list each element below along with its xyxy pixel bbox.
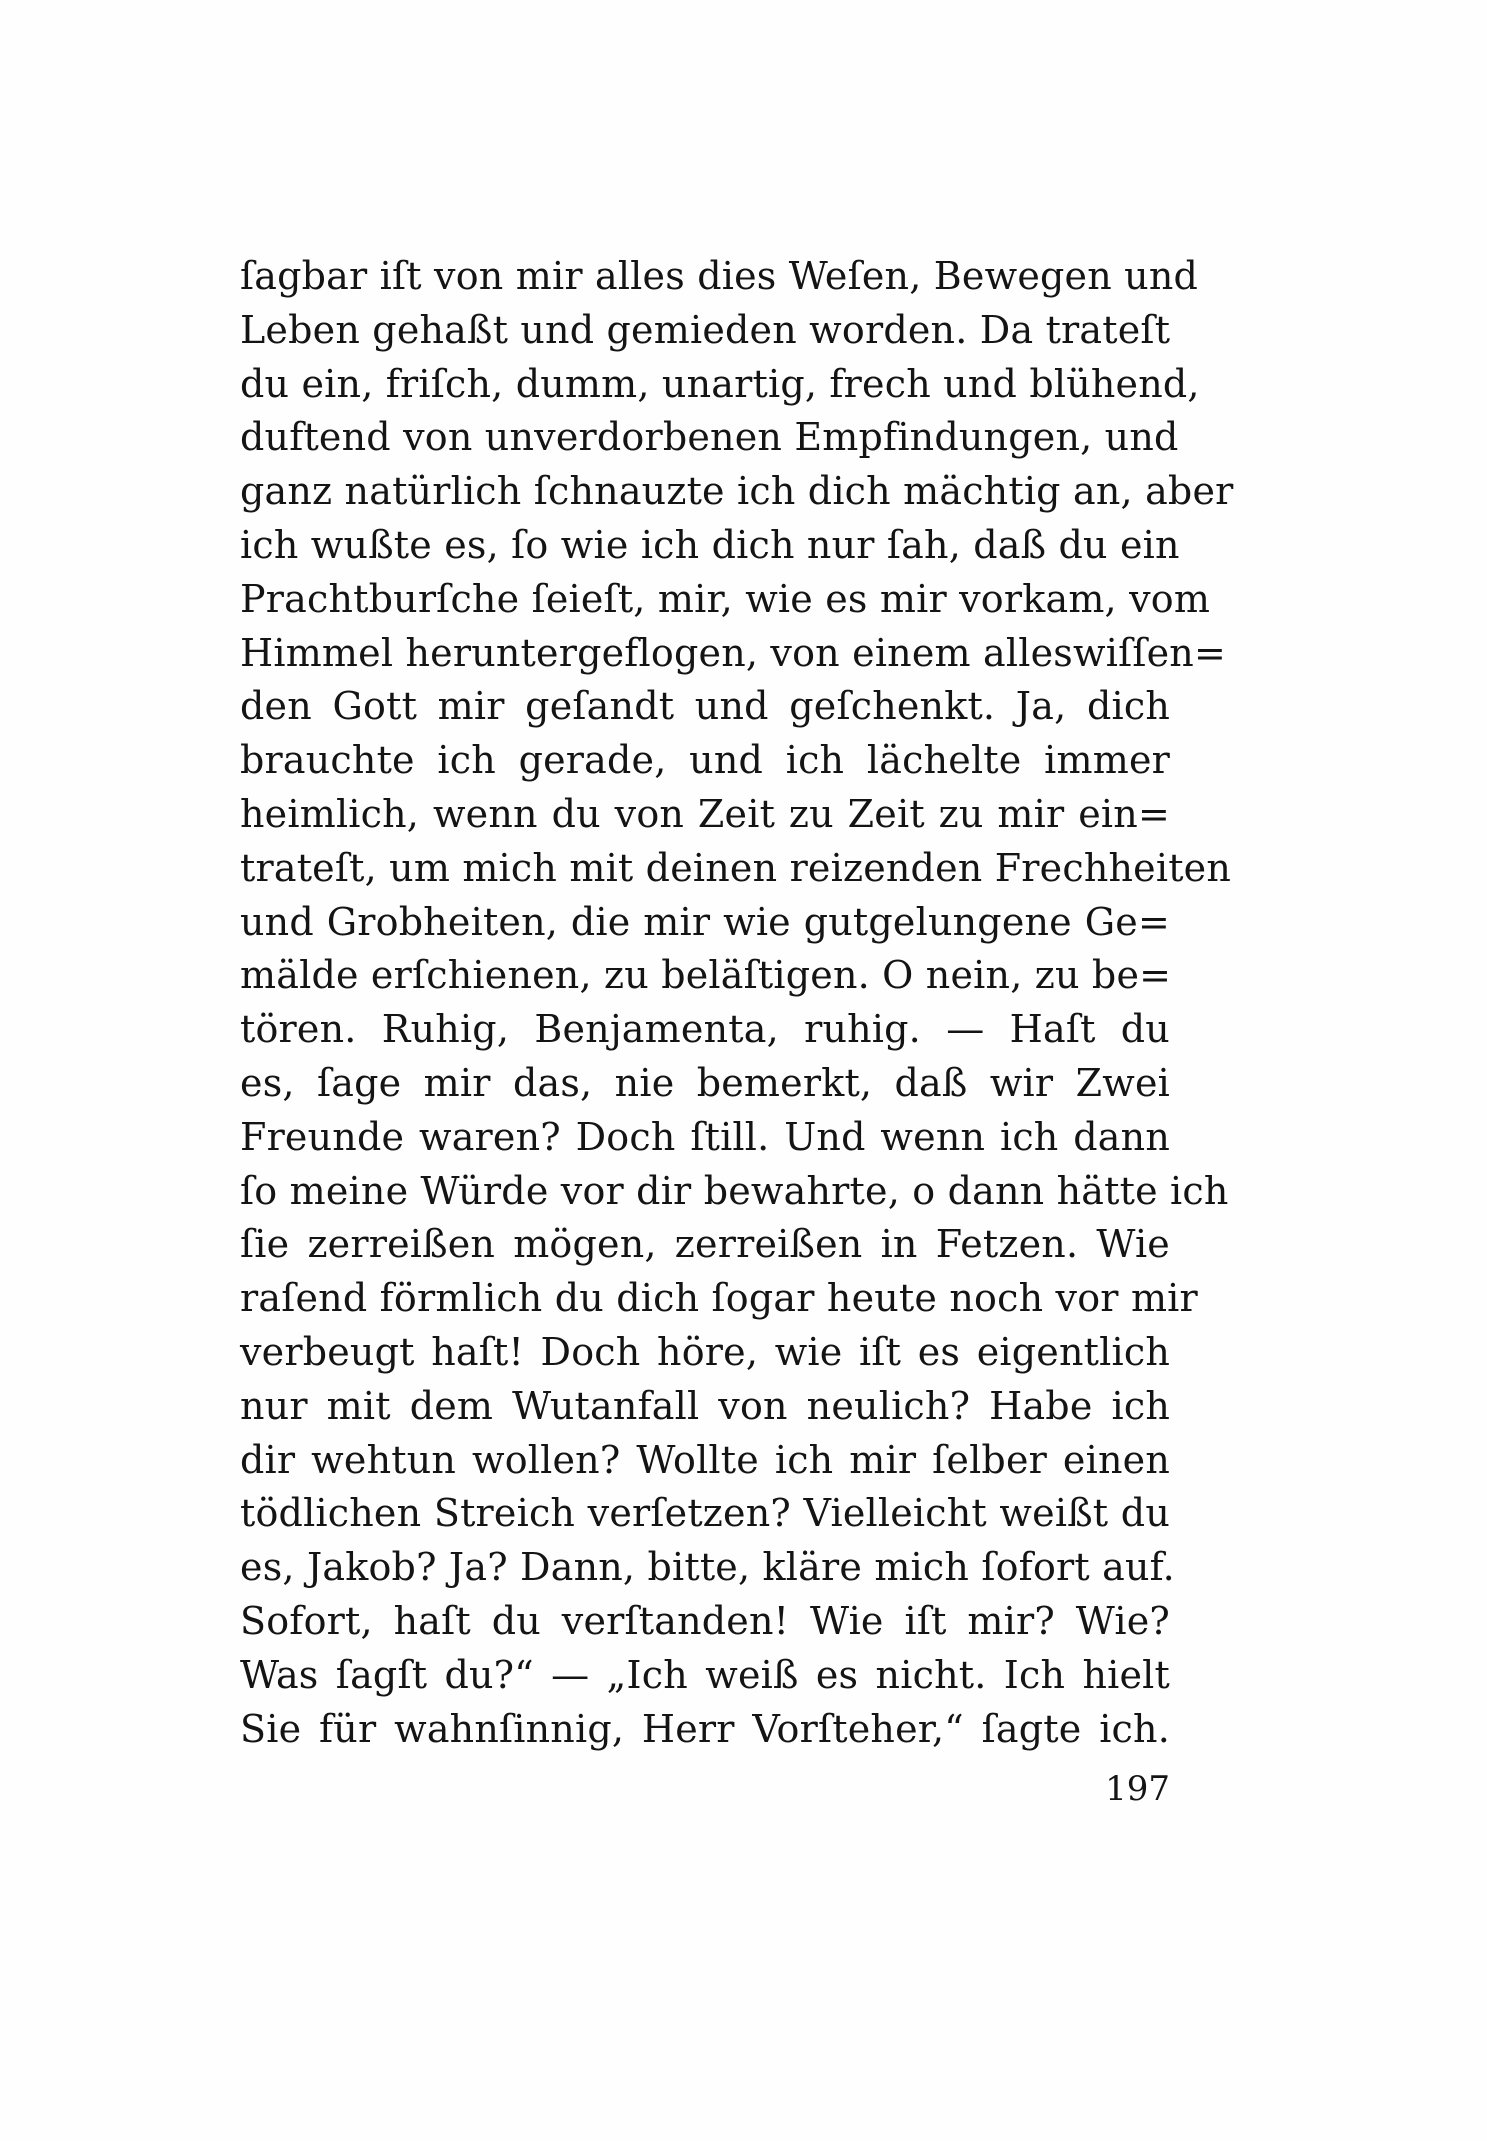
text-line: mälde erſchienen, zu beläſtigen. O nein, zu be=	[240, 953, 1172, 998]
text-line: den Gott mir geſandt und geſchenkt. Ja, dich	[240, 684, 1170, 729]
text-line: ſo meine Würde vor dir bewahrte, o dann hätte ich	[240, 1168, 1229, 1213]
text-line: ganz natürlich ſchnauzte ich dich mächtig an, aber	[240, 469, 1234, 514]
body-text	[240, 250, 1234, 1756]
text-line: ich wußte es, ſo wie ich dich nur ſah, daß du ein	[240, 522, 1180, 567]
text-line: ſagbar iſt von mir alles dies Weſen, Bewegen und	[240, 254, 1199, 298]
text-line: Himmel heruntergeflogen, von einem alleswiſſen=	[240, 630, 1227, 675]
text-line: dir wehtun wollen? Wollte ich mir ſelber einen	[240, 1437, 1170, 1482]
text-line: brauchte ich gerade, und ich lächelte immer	[240, 738, 1170, 783]
text-line: Freunde waren? Doch ſtill. Und wenn ich dann	[240, 1114, 1170, 1159]
text-line: tören. Ruhig, Benjamenta, ruhig. — Haſt du	[240, 1007, 1170, 1052]
text-line: trateſt, um mich mit deinen reizenden Frechheiten	[240, 845, 1232, 890]
text-line: duftend von unverdorbenen Empfindungen, und	[240, 415, 1179, 460]
text-line: verbeugt haſt! Doch höre, wie iſt es eigentlich	[240, 1329, 1170, 1374]
page-number: 197	[1105, 1769, 1170, 1809]
text-line: Was ſagſt du?“ — „Ich weiß es nicht. Ich hielt	[240, 1652, 1170, 1697]
text-line: es, Jakob? Ja? Dann, bitte, kläre mich ſofort auf.	[240, 1545, 1175, 1590]
text-line: tödlichen Streich verſetzen? Vielleicht weißt du	[240, 1491, 1170, 1536]
text-line: Sofort, haſt du verſtanden! Wie iſt mir? Wie?	[240, 1598, 1170, 1643]
text-line: Prachtburſche ſeieſt, mir, wie es mir vorkam, vom	[240, 576, 1211, 621]
text-line: und Grobheiten, die mir wie gutgelungene Ge=	[240, 899, 1170, 944]
text-line: heimlich, wenn du von Zeit zu Zeit zu mir ein=	[240, 791, 1170, 836]
text-line: Sie für wahnſinnig, Herr Vorſteher,“ ſagte ich.	[240, 1706, 1170, 1751]
text-line: Leben gehaßt und gemieden worden. Da trateſt	[240, 307, 1171, 352]
text-line: es, ſage mir das, nie bemerkt, daß wir Zwei	[240, 1060, 1170, 1105]
text-line: du ein, friſch, dumm, unartig, frech und blühend,	[240, 361, 1200, 406]
text-line: ſie zerreißen mögen, zerreißen in Fetzen. Wie	[240, 1222, 1170, 1267]
text-line: raſend förmlich du dich ſogar heute noch vor mir	[240, 1276, 1198, 1321]
text-line: nur mit dem Wutanfall von neulich? Habe ich	[240, 1383, 1170, 1428]
